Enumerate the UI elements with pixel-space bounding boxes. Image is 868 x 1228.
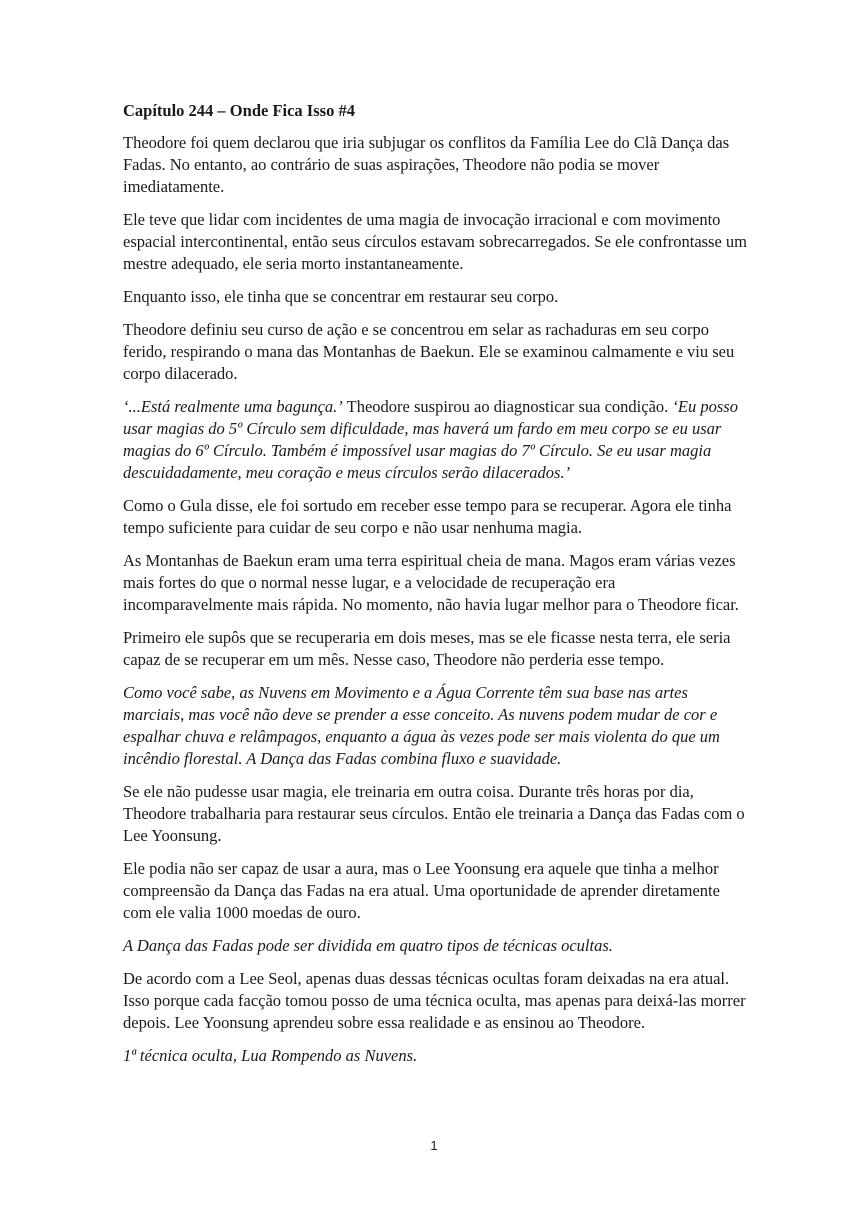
page-number: 1 — [430, 1138, 438, 1153]
paragraph-11: Ele podia não ser capaz de usar a aura, mas o Lee Yoonsung era aquele que tinha a melhor compreensão da Dança das Fadas na era atual. Uma oportunidade de aprender diretamente com ele valia 1000 moedas de ouro. — [123, 859, 720, 922]
paragraph-5-thought-a: ‘...Está realmente uma bagunça.’ — [123, 397, 343, 416]
paragraph-10: Se ele não pudesse usar magia, ele treinaria em outra coisa. Durante três horas por dia, Theodore trabalharia para restaurar seus círculos. Então ele treinaria a Dança das Fadas com o Lee Yoonsung. — [123, 782, 745, 845]
paragraph-2: Ele teve que lidar com incidentes de uma magia de invocação irracional e com movimento espacial intercontinental, então seus círculos estavam sobrecarregados. Se ele confrontasse um mestre adequado, ele seria morto instantaneamente. — [123, 210, 748, 273]
paragraph-4: Theodore definiu seu curso de ação e se concentrou em selar as rachaduras em seu corpo ferido, respirando o mana das Montanhas de Baekun. Ele se examinou calmamente e viu seu corpo dilacerado. — [123, 320, 735, 383]
paragraph-7: As Montanhas de Baekun eram uma terra espiritual cheia de mana. Magos eram várias vezes mais fortes do que o normal nesse lugar, e a velocidade de recuperação era incomparavelmente mais rápida. No momento, não havia lugar melhor para o Theodore ficar. — [123, 551, 739, 614]
paragraph-5 — [123, 396, 748, 484]
chapter-title: Capítulo 244 – Onde Fica Isso #4 — [123, 101, 355, 120]
paragraph-8: Primeiro ele supôs que se recuperaria em dois meses, mas se ele ficasse nesta terra, ele seria capaz de se recuperar em um mês. Nesse caso, Theodore não perderia esse tempo. — [123, 628, 731, 669]
paragraph-9: Como você sabe, as Nuvens em Movimento e a Água Corrente têm sua base nas artes marciais, mas você não deve se prender a esse conceito. As nuvens podem mudar de cor e espalhar chuva e relâmpagos, enquanto a água às vezes pode ser mais violenta do que um incêndio florestal. A Dança das Fadas combina fluxo e suavidade. — [123, 683, 720, 768]
paragraph-5-narration: Theodore suspirou ao diagnosticar sua condição. — [342, 397, 673, 416]
paragraph-13: De acordo com a Lee Seol, apenas duas dessas técnicas ocultas foram deixadas na era atual. Isso porque cada facção tomou posso de uma técnica oculta, mas apenas para deixá-las morrer depois. Lee Yoonsung aprendeu sobre essa realidade e as ensinou ao Theodore. — [123, 969, 746, 1032]
paragraph-6: Como o Gula disse, ele foi sortudo em receber esse tempo para se recuperar. Agora ele tinha tempo suficiente para cuidar de seu corpo e não usar nenhuma magia. — [123, 496, 732, 537]
paragraph-12: A Dança das Fadas pode ser dividida em quatro tipos de técnicas ocultas. — [123, 936, 613, 955]
paragraph-3: Enquanto isso, ele tinha que se concentrar em restaurar seu corpo. — [123, 287, 559, 306]
document-page — [123, 100, 748, 1078]
paragraph-5-thought-b: ‘Eu posso usar magias do 5º Círculo sem dificuldade, mas haverá um fardo em meu corpo se eu usar magias do 6º Círculo. Também é impossível usar magias do 7º Círculo. Se eu usar magia descuidadamente, meu coração e meus círculos serão dilacerados.’ — [123, 397, 738, 482]
paragraph-14: 1ª técnica oculta, Lua Rompendo as Nuvens. — [123, 1046, 418, 1065]
paragraph-1: Theodore foi quem declarou que iria subjugar os conflitos da Família Lee do Clã Dança das Fadas. No entanto, ao contrário de suas aspirações, Theodore não podia se mover imediatamente. — [123, 133, 730, 196]
